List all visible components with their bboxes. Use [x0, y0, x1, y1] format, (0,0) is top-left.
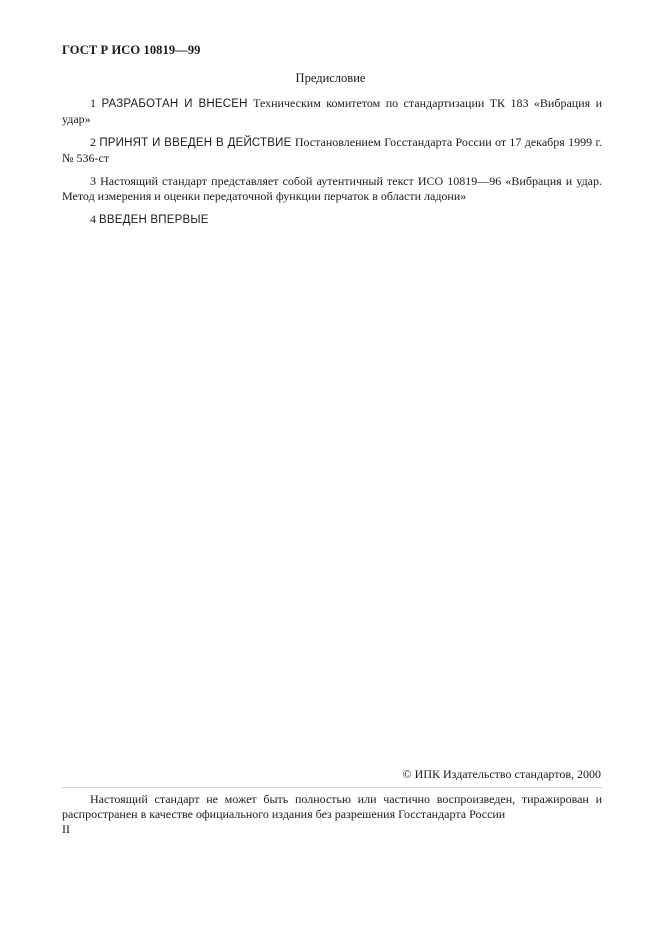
copyright-notice: © ИПК Издательство стандартов, 2000 [402, 767, 601, 781]
item-number: 4 [90, 212, 96, 226]
item-caps-label: РАЗРАБОТАН И ВНЕСЕН [101, 98, 248, 110]
document-code-header: ГОСТ Р ИСО 10819—99 [62, 43, 201, 57]
item-caps-label: ВВЕДЕН ВПЕРВЫЕ [99, 214, 209, 226]
item-number: 1 [90, 96, 96, 110]
item-number: 2 [90, 135, 96, 149]
item-number: 3 [90, 174, 96, 188]
foreword-item-2 [62, 135, 602, 165]
footer-divider [62, 787, 602, 788]
item-caps-label: ПРИНЯТ И ВВЕДЕН В ДЕЙСТВИЕ [99, 137, 292, 149]
foreword-section [62, 96, 602, 237]
item-text: Техническим комитетом по стандартизации ТК 183 «Вибрация и удар» [62, 96, 603, 126]
reproduction-notice: Настоящий стандарт не может быть полностью или частично воспроизведен, тиражирован и распространен в качестве официального издания без разрешения Госстандарта России [62, 792, 602, 821]
foreword-item-3 [62, 174, 602, 203]
foreword-item-4 [62, 212, 602, 228]
page-number: II [62, 822, 70, 836]
item-text: Настоящий стандарт представляет собой аутентичный текст ИСО 10819—96 «Вибрация и удар. Метод измерения и оценки передаточной функции перчаток в области ладони» [62, 174, 603, 203]
foreword-title: Предисловие [295, 71, 366, 85]
item-text: Постановлением Госстандарта России от 17 декабря 1999 г. № 536-ст [62, 135, 603, 165]
foreword-item-1 [62, 96, 602, 126]
